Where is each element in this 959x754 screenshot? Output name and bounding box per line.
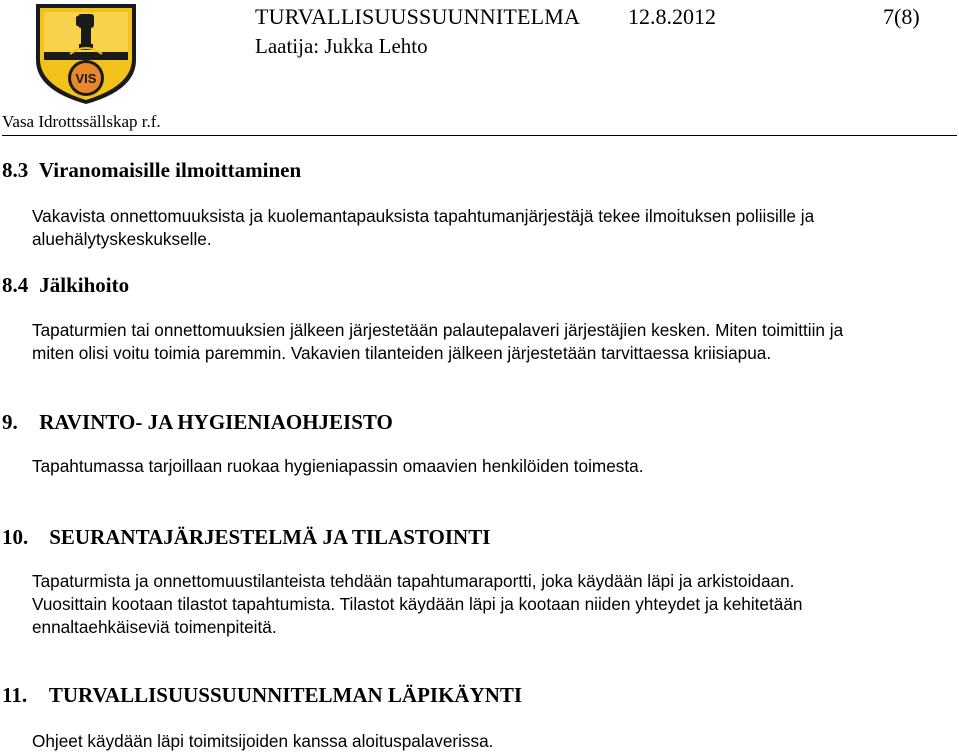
document-date: 12.8.2012 bbox=[628, 4, 716, 29]
section-heading bbox=[2, 525, 490, 550]
section-title: SEURANTAJÄRJESTELMÄ JA TILASTOINTI bbox=[49, 525, 491, 549]
section-heading bbox=[2, 683, 522, 708]
page-number: 7(8) bbox=[883, 4, 920, 29]
organization-name: Vasa Idrottssällskap r.f. bbox=[2, 112, 161, 131]
paragraph-line: Tapahtumassa tarjoillaan ruokaa hygieniapassin omaavien henkilöiden toimesta. bbox=[32, 456, 644, 476]
section-title: Jälkihoito bbox=[39, 273, 130, 297]
section-heading bbox=[2, 273, 129, 298]
document-author: Laatija: Jukka Lehto bbox=[255, 34, 428, 58]
section-title: TURVALLISUUSSUUNNITELMAN LÄPIKÄYNTI bbox=[48, 683, 523, 707]
paragraph-line: Tapaturmien tai onnettomuuksien jälkeen järjestetään palautepalaveri järjestäjien kesken. Miten toimittiin ja bbox=[32, 320, 844, 340]
section-number: 8.4 bbox=[2, 273, 29, 297]
section-title: Viranomaisille ilmoittaminen bbox=[38, 158, 302, 182]
section-title: RAVINTO- JA HYGIENIAOHJEISTO bbox=[39, 410, 393, 434]
section-heading bbox=[2, 158, 301, 183]
paragraph-line: aluehälytyskeskukselle. bbox=[32, 229, 212, 249]
logo-text: VIS bbox=[75, 71, 97, 86]
paragraph-line: miten olisi voitu toimia paremmin. Vakavien tilanteiden jälkeen järjestetään tarvittaessa kriisiapua. bbox=[32, 343, 772, 363]
section-number: 11. bbox=[2, 683, 28, 707]
paragraph-line: Ohjeet käydään läpi toimitsijoiden kanssa aloituspalaverissa. bbox=[32, 731, 494, 751]
section-heading bbox=[2, 410, 393, 435]
paragraph-line: Vakavista onnettomuuksista ja kuolemantapauksista tapahtumanjärjestäjä tekee ilmoituksen poliisille ja bbox=[32, 206, 815, 226]
section-number: 10. bbox=[2, 525, 29, 549]
section-number: 9. bbox=[2, 410, 18, 434]
paragraph-line: ennaltaehkäiseviä toimenpiteitä. bbox=[32, 617, 277, 637]
document-title: TURVALLISUUSSUUNNITELMA bbox=[255, 4, 581, 29]
header-divider bbox=[2, 135, 957, 136]
section-number: 8.3 bbox=[2, 158, 29, 182]
paragraph-line: Tapaturmista ja onnettomuustilanteista tehdään tapahtumaraportti, joka käydään läpi ja arkistoidaan. bbox=[32, 571, 795, 591]
vis-club-emblem-icon bbox=[30, 2, 142, 106]
paragraph-line: Vuosittain kootaan tilastot tapahtumista. Tilastot käydään läpi ja kootaan niiden yhteydet ja kehitetään bbox=[32, 594, 803, 614]
